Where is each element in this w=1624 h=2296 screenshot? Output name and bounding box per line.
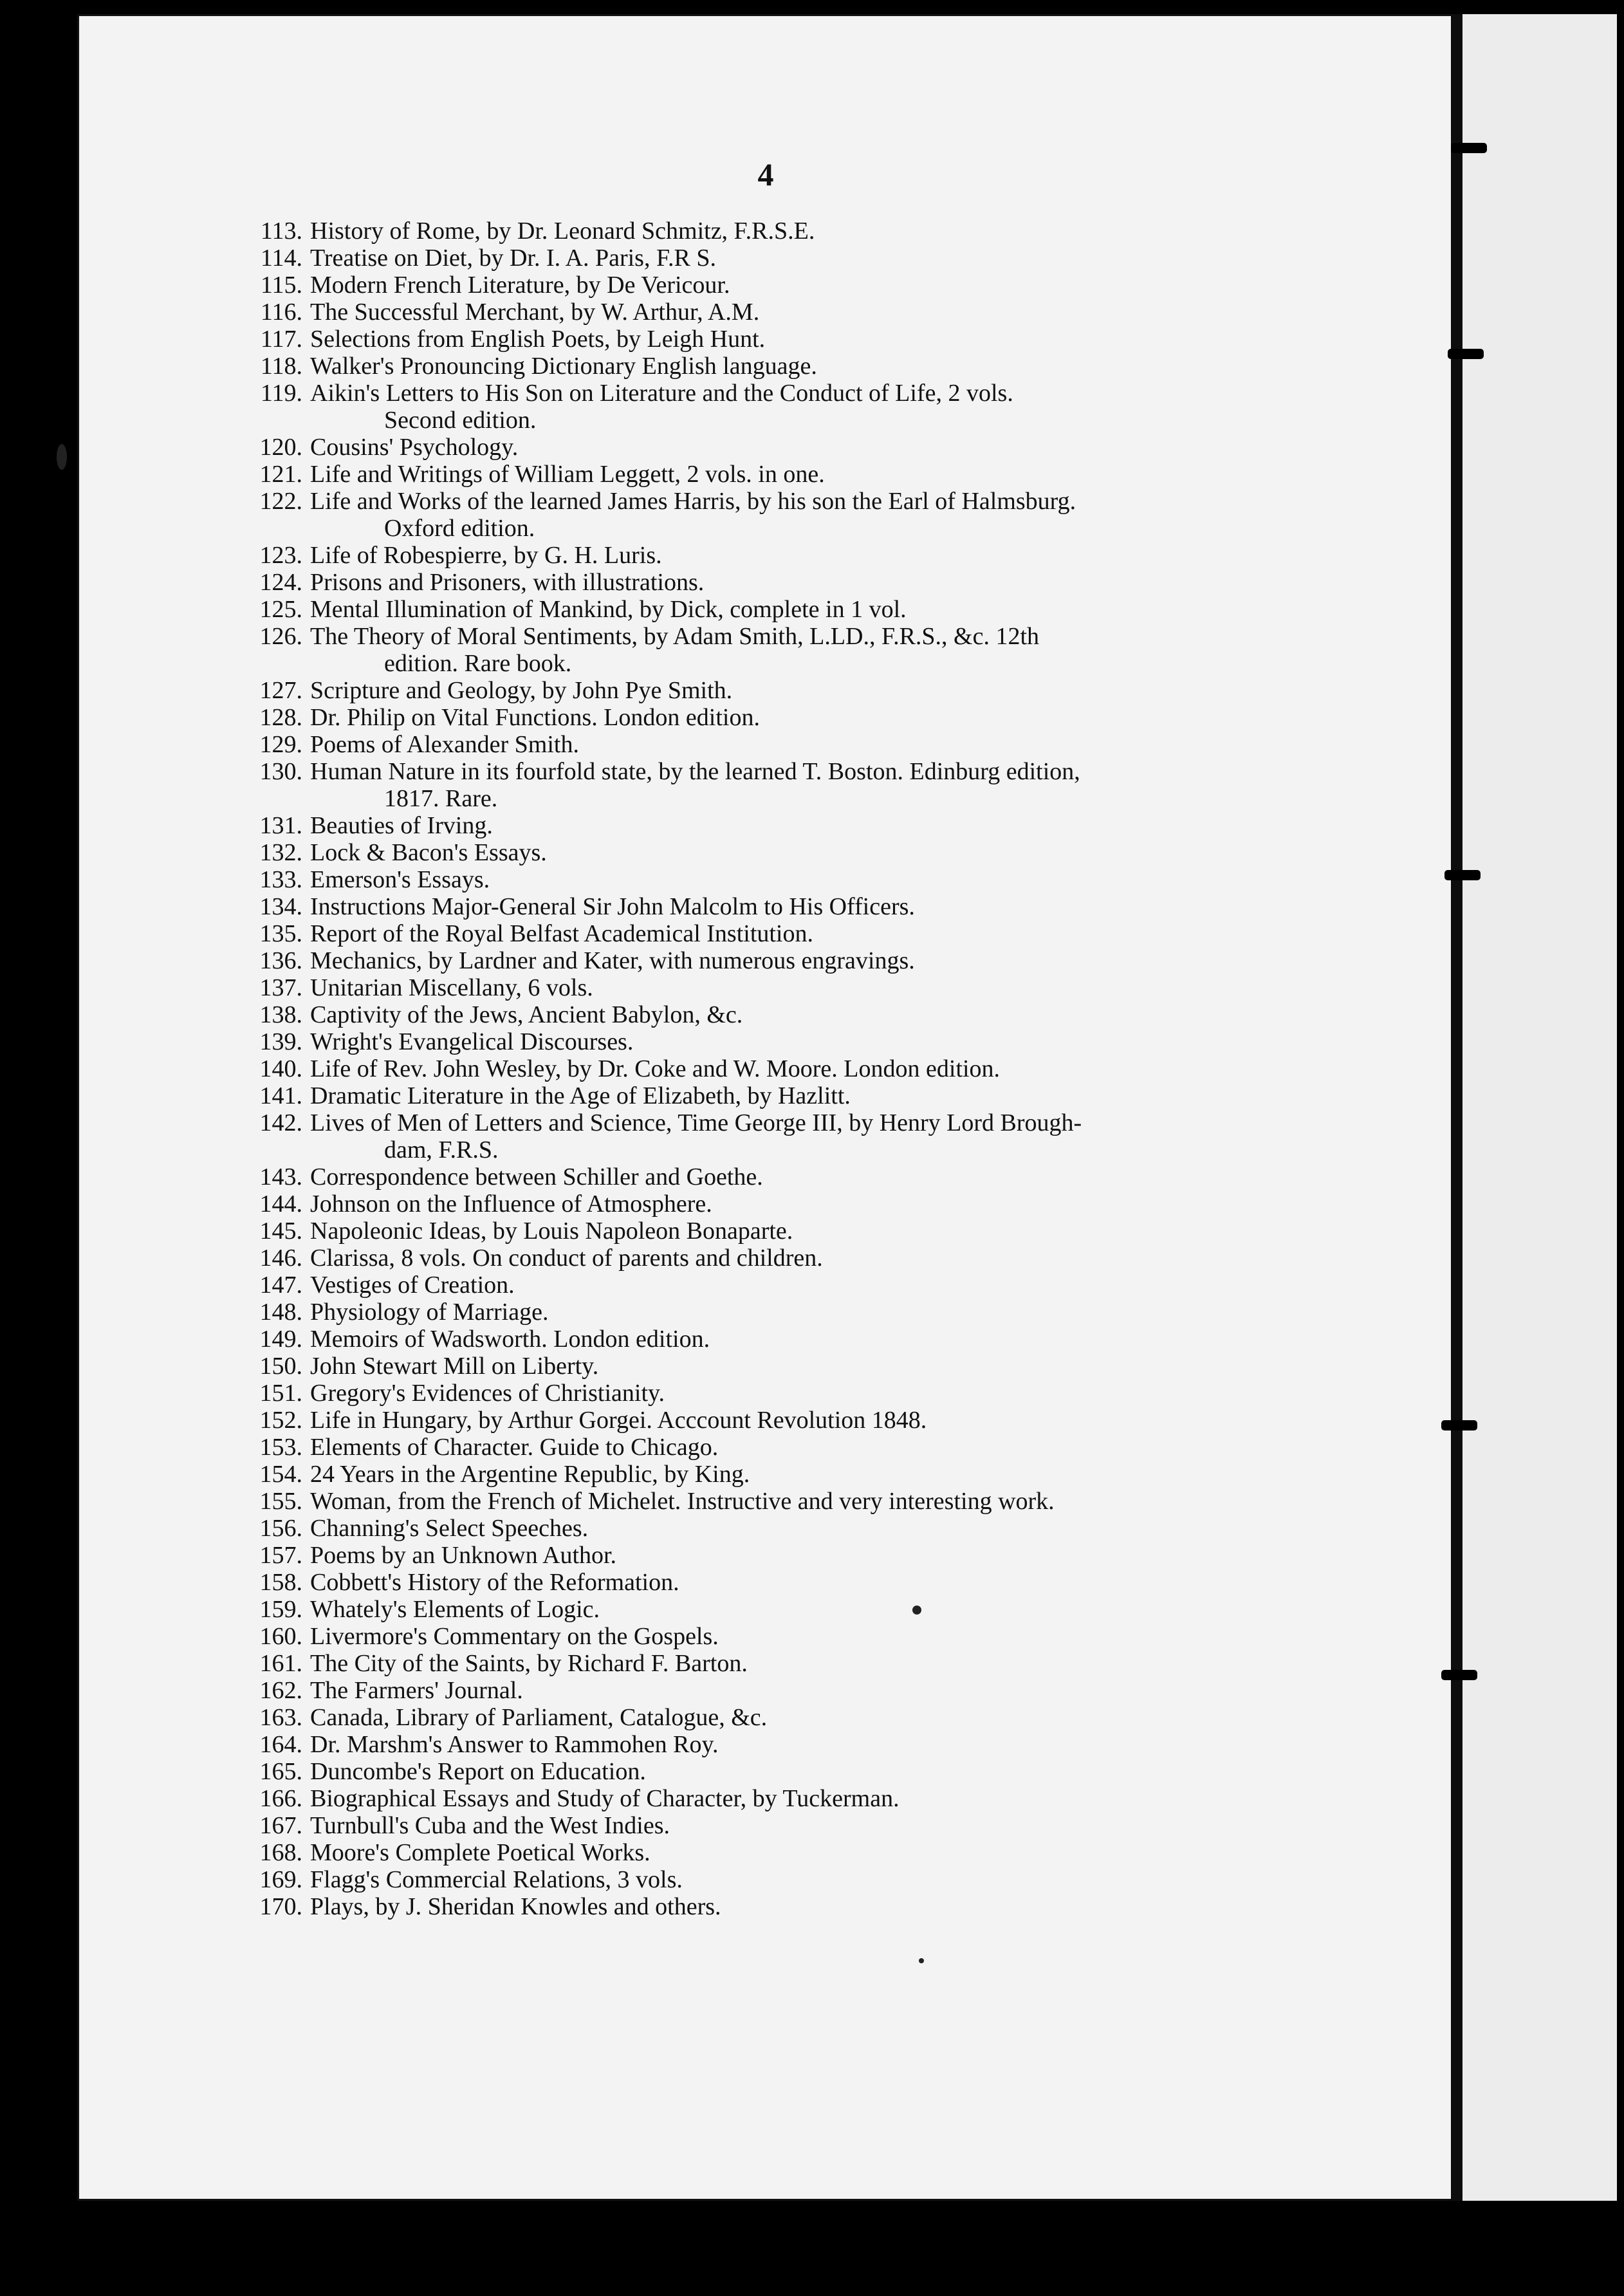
entry-number: 131. [259, 812, 302, 839]
entry-title: Life in Hungary, by Arthur Gorgei. Acccount Revolution 1848. [310, 1407, 927, 1434]
entry-number: 162. [259, 1677, 302, 1704]
catalogue-entry [238, 272, 1306, 299]
entry-title: Mechanics, by Lardner and Kater, with numerous engravings. [310, 947, 915, 974]
entry-title: Biographical Essays and Study of Character, by Tuckerman. [310, 1785, 900, 1812]
binding-stitch [1444, 870, 1481, 880]
entry-title: Wright's Evangelical Discourses. [310, 1028, 634, 1055]
entry-title: Dr. Marshm's Answer to Rammohen Roy. [310, 1731, 719, 1758]
catalogue-entry [238, 1109, 1306, 1163]
entry-title: Emerson's Essays. [310, 866, 490, 893]
entry-title: Plays, by J. Sheridan Knowles and others. [310, 1893, 721, 1920]
catalogue-entry [238, 1461, 1306, 1488]
entry-title: Modern French Literature, by De Vericour. [310, 272, 730, 299]
catalogue-entry [238, 1001, 1306, 1028]
catalogue-entry [238, 1596, 1306, 1623]
catalogue-entry [238, 245, 1306, 272]
catalogue-entry [238, 758, 1306, 812]
catalogue-entry [238, 1893, 1306, 1920]
catalogue-entry [238, 1217, 1306, 1245]
entry-number: 140. [259, 1055, 302, 1082]
entry-title: Dramatic Literature in the Age of Elizabeth, by Hazlitt. [310, 1082, 851, 1109]
entry-title: Johnson on the Influence of Atmosphere. [310, 1190, 712, 1217]
entry-title: Moore's Complete Poetical Works. [310, 1839, 651, 1866]
catalogue-entry [238, 1299, 1306, 1326]
entry-continuation: Oxford edition. [384, 515, 535, 542]
entry-number: 127. [259, 677, 302, 704]
entry-number: 155. [259, 1488, 302, 1515]
entry-number: 144. [259, 1190, 302, 1217]
page-number: 4 [757, 156, 774, 192]
catalogue-entry [238, 1028, 1306, 1055]
catalogue-entry [238, 974, 1306, 1001]
entry-title: Cobbett's History of the Reformation. [310, 1569, 679, 1596]
entry-title: Turnbull's Cuba and the West Indies. [310, 1812, 670, 1839]
entry-title: Woman, from the French of Michelet. Instructive and very interesting work. [310, 1488, 1055, 1515]
entry-continuation: edition. Rare book. [384, 650, 572, 677]
entry-continuation: 1817. Rare. [384, 785, 498, 812]
entry-title: Mental Illumination of Mankind, by Dick, complete in 1 vol. [310, 596, 907, 623]
entry-title: Life and Writings of William Leggett, 2 vols. in one. [310, 461, 825, 488]
catalogue-entry [238, 569, 1306, 596]
catalogue-entry [238, 1163, 1306, 1190]
entry-number: 167. [259, 1812, 302, 1839]
entry-number: 121. [259, 461, 302, 488]
adjacent-page-edge [1463, 14, 1617, 2201]
catalogue-entry [238, 1407, 1306, 1434]
entry-number: 132. [259, 839, 302, 866]
entry-number: 159. [259, 1596, 302, 1623]
entry-number: 168. [259, 1839, 302, 1866]
entry-title: John Stewart Mill on Liberty. [310, 1353, 599, 1380]
catalogue-entry [238, 1055, 1306, 1082]
entry-number: 130. [259, 758, 302, 785]
entry-number: 133. [259, 866, 302, 893]
catalogue-entry [238, 1623, 1306, 1650]
entry-number: 163. [259, 1704, 302, 1731]
catalogue-entry [238, 353, 1306, 380]
entry-title: Napoleonic Ideas, by Louis Napoleon Bonaparte. [310, 1217, 793, 1245]
catalogue-entry [238, 434, 1306, 461]
catalogue-entry [238, 704, 1306, 731]
entry-number: 142. [259, 1109, 302, 1136]
entry-title: The Farmers' Journal. [310, 1677, 523, 1704]
entry-number: 141. [259, 1082, 302, 1109]
entry-continuation: Second edition. [384, 407, 537, 434]
catalogue-entry [238, 1380, 1306, 1407]
entry-number: 165. [259, 1758, 302, 1785]
entry-title: Channing's Select Speeches. [310, 1515, 589, 1542]
catalogue-entry [238, 1704, 1306, 1731]
catalogue-entry [238, 1082, 1306, 1109]
catalogue-entry [238, 299, 1306, 326]
entry-title: Selections from English Poets, by Leigh Hunt. [310, 326, 766, 353]
entry-number: 119. [260, 380, 302, 407]
catalogue-entry [238, 839, 1306, 866]
entry-title: Unitarian Miscellany, 6 vols. [310, 974, 593, 1001]
catalogue-entry [238, 542, 1306, 569]
entry-title: Life of Rev. John Wesley, by Dr. Coke and W. Moore. London edition. [310, 1055, 1001, 1082]
entry-title: Correspondence between Schiller and Goethe. [310, 1163, 763, 1190]
entry-title: Physiology of Marriage. [310, 1299, 549, 1326]
catalogue-entry [238, 488, 1306, 542]
entry-number: 113. [260, 218, 302, 245]
entry-title: Clarissa, 8 vols. On conduct of parents and children. [310, 1245, 823, 1272]
binding-stitch [1448, 349, 1484, 359]
entry-number: 145. [259, 1217, 302, 1245]
entry-number: 136. [259, 947, 302, 974]
binding-stitch [1451, 143, 1487, 153]
entry-number: 169. [259, 1866, 302, 1893]
catalogue-entry [238, 1353, 1306, 1380]
entry-number: 135. [259, 920, 302, 947]
catalogue-entry [238, 218, 1306, 245]
catalogue-list [238, 218, 1306, 1920]
catalogue-entry [238, 893, 1306, 920]
catalogue-entry [238, 947, 1306, 974]
entry-title: Report of the Royal Belfast Academical Institution. [310, 920, 813, 947]
ink-speck [57, 444, 67, 470]
catalogue-entry [238, 1542, 1306, 1569]
entry-title: Instructions Major-General Sir John Malcolm to His Officers. [310, 893, 915, 920]
catalogue-entry [238, 1488, 1306, 1515]
entry-title: The Successful Merchant, by W. Arthur, A.M. [310, 299, 760, 326]
entry-number: 125. [259, 596, 302, 623]
entry-number: 152. [259, 1407, 302, 1434]
entry-title: The Theory of Moral Sentiments, by Adam Smith, L.LD., F.R.S., &c. 12th [310, 623, 1040, 650]
catalogue-entry [238, 326, 1306, 353]
entry-title: Life and Works of the learned James Harris, by his son the Earl of Halmsburg. [310, 488, 1076, 515]
catalogue-entry [238, 731, 1306, 758]
entry-title: Captivity of the Jews, Ancient Babylon, &c. [310, 1001, 743, 1028]
entry-number: 170. [259, 1893, 302, 1920]
catalogue-entry [238, 1190, 1306, 1217]
entry-number: 157. [259, 1542, 302, 1569]
catalogue-entry [238, 1434, 1306, 1461]
entry-number: 148. [259, 1299, 302, 1326]
entry-number: 116. [260, 299, 302, 326]
catalogue-entry [238, 1758, 1306, 1785]
page-fold-shadow [1451, 14, 1463, 2201]
entry-number: 160. [259, 1623, 302, 1650]
entry-title: Scripture and Geology, by John Pye Smith. [310, 677, 733, 704]
entry-number: 118. [260, 353, 302, 380]
catalogue-entry [238, 1866, 1306, 1893]
catalogue-entry [238, 1731, 1306, 1758]
catalogue-entry [238, 1785, 1306, 1812]
entry-title: Vestiges of Creation. [310, 1272, 515, 1299]
catalogue-entry [238, 1569, 1306, 1596]
entry-number: 139. [259, 1028, 302, 1055]
entry-number: 161. [259, 1650, 302, 1677]
entry-title: Aikin's Letters to His Son on Literature and the Conduct of Life, 2 vols. [310, 380, 1013, 407]
entry-number: 120. [259, 434, 302, 461]
entry-number: 126. [259, 623, 302, 650]
entry-title: Livermore's Commentary on the Gospels. [310, 1623, 719, 1650]
entry-title: Memoirs of Wadsworth. London edition. [310, 1326, 710, 1353]
catalogue-entry [238, 1245, 1306, 1272]
entry-title: Flagg's Commercial Relations, 3 vols. [310, 1866, 683, 1893]
entry-title: Beauties of Irving. [310, 812, 493, 839]
entry-number: 150. [259, 1353, 302, 1380]
entry-number: 164. [259, 1731, 302, 1758]
entry-title: Dr. Philip on Vital Functions. London edition. [310, 704, 760, 731]
entry-number: 114. [260, 245, 302, 272]
entry-number: 151. [259, 1380, 302, 1407]
binding-stitch [1441, 1670, 1477, 1680]
entry-number: 154. [259, 1461, 302, 1488]
entry-number: 158. [259, 1569, 302, 1596]
catalogue-entry [238, 677, 1306, 704]
entry-title: Poems of Alexander Smith. [310, 731, 579, 758]
entry-number: 134. [259, 893, 302, 920]
entry-title: History of Rome, by Dr. Leonard Schmitz, F.R.S.E. [310, 218, 815, 245]
catalogue-entry [238, 1326, 1306, 1353]
catalogue-entry [238, 1650, 1306, 1677]
entry-number: 117. [260, 326, 302, 353]
entry-number: 128. [259, 704, 302, 731]
catalogue-entry [238, 920, 1306, 947]
entry-continuation: dam, F.R.S. [384, 1136, 499, 1163]
catalogue-entry [238, 1515, 1306, 1542]
entry-number: 122. [259, 488, 302, 515]
entry-number: 153. [259, 1434, 302, 1461]
catalogue-entry [238, 866, 1306, 893]
entry-number: 138. [259, 1001, 302, 1028]
entry-title: Gregory's Evidences of Christianity. [310, 1380, 665, 1407]
entry-title: Walker's Pronouncing Dictionary English language. [310, 353, 817, 380]
entry-title: Canada, Library of Parliament, Catalogue, &c. [310, 1704, 768, 1731]
entry-title: Whately's Elements of Logic. [310, 1596, 600, 1623]
entry-title: Duncombe's Report on Education. [310, 1758, 646, 1785]
ink-speck [919, 1958, 924, 1963]
catalogue-entry [238, 623, 1306, 677]
catalogue-entry [238, 1839, 1306, 1866]
entry-title: Poems by an Unknown Author. [310, 1542, 617, 1569]
entry-title: Life of Robespierre, by G. H. Luris. [310, 542, 662, 569]
entry-number: 156. [259, 1515, 302, 1542]
entry-title: The City of the Saints, by Richard F. Barton. [310, 1650, 748, 1677]
catalogue-entry [238, 461, 1306, 488]
entry-title: Human Nature in its fourfold state, by the learned T. Boston. Edinburg edition, [310, 758, 1080, 785]
entry-number: 115. [260, 272, 302, 299]
entry-title: Cousins' Psychology. [310, 434, 519, 461]
entry-number: 146. [259, 1245, 302, 1272]
entry-number: 143. [259, 1163, 302, 1190]
entry-title: Lock & Bacon's Essays. [310, 839, 547, 866]
entry-number: 149. [259, 1326, 302, 1353]
catalogue-entry [238, 1677, 1306, 1704]
entry-number: 123. [259, 542, 302, 569]
entry-number: 147. [259, 1272, 302, 1299]
entry-number: 137. [259, 974, 302, 1001]
catalogue-entry [238, 812, 1306, 839]
entry-number: 129. [259, 731, 302, 758]
catalogue-entry [238, 1272, 1306, 1299]
entry-title: Elements of Character. Guide to Chicago. [310, 1434, 719, 1461]
entry-number: 124. [259, 569, 302, 596]
entry-title: Prisons and Prisoners, with illustrations. [310, 569, 705, 596]
entry-title: Lives of Men of Letters and Science, Time George III, by Henry Lord Brough- [310, 1109, 1082, 1136]
entry-title: Treatise on Diet, by Dr. I. A. Paris, F.R S. [310, 245, 717, 272]
entry-number: 166. [259, 1785, 302, 1812]
binding-stitch [1441, 1420, 1477, 1430]
catalogue-entry [238, 596, 1306, 623]
entry-title: 24 Years in the Argentine Republic, by King. [310, 1461, 750, 1488]
catalogue-entry [238, 380, 1306, 434]
catalogue-entry [238, 1812, 1306, 1839]
